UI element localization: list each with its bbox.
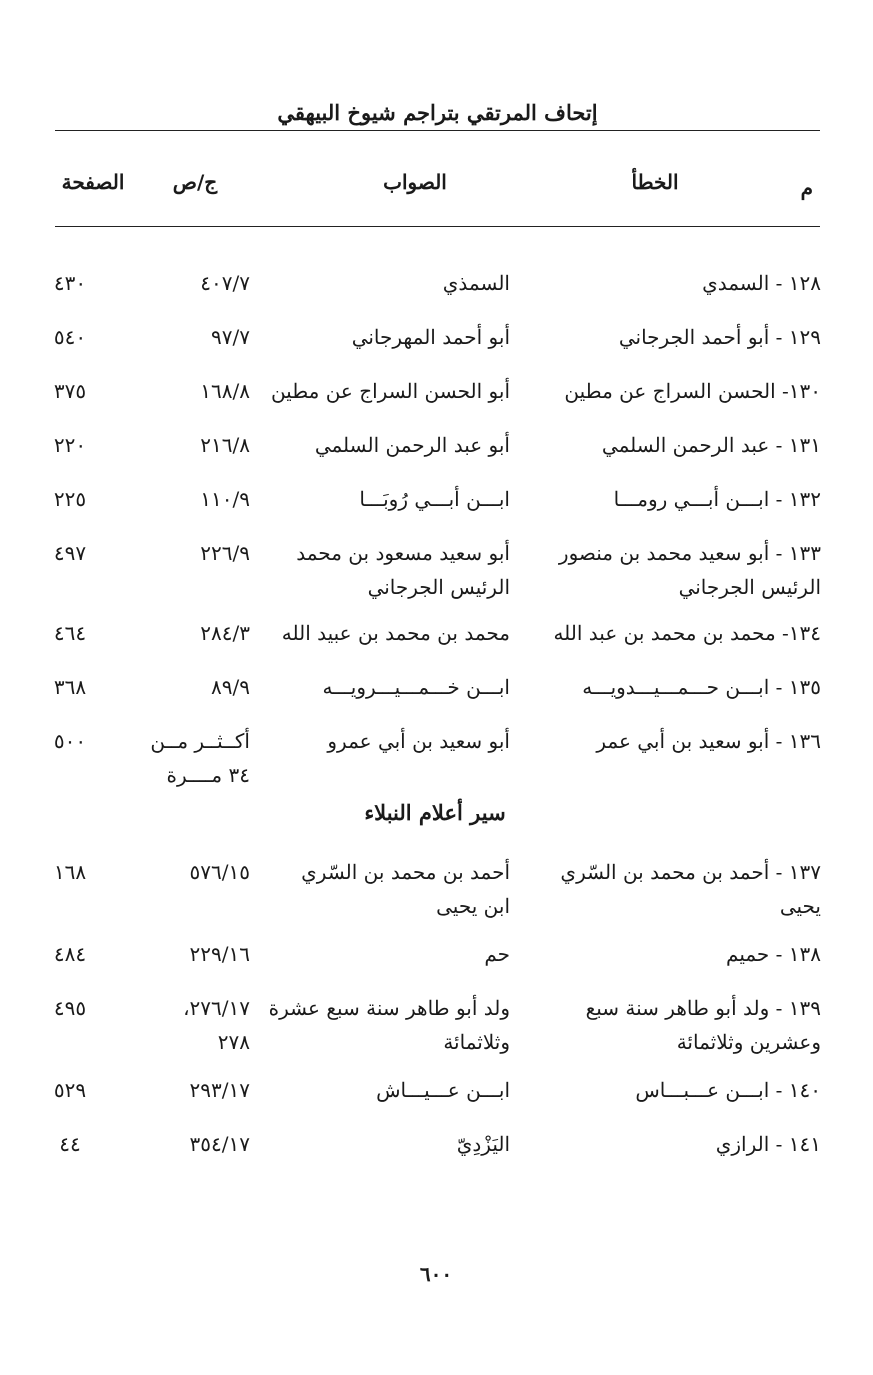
page-cell: ٤٣٠: [53, 271, 87, 295]
correct-cell: [260, 1073, 510, 1107]
error-cell-line: يحيى: [779, 894, 821, 918]
volume-page-cell-line: ٥٧٦/١٥: [189, 860, 250, 884]
correct-cell: [260, 320, 510, 354]
correct-cell: [260, 937, 510, 971]
correct-cell: [260, 616, 510, 650]
error-cell-line: ١٣٧ - أحمد بن محمد بن السّري: [560, 860, 821, 884]
volume-page-cell: [120, 991, 250, 1059]
page-cell: ٥٤٠: [53, 325, 87, 349]
correct-cell-line: اليَزْدِيّ: [456, 1132, 510, 1156]
volume-page-cell: [120, 1073, 250, 1107]
volume-page-cell-line: ٣٤ مــــرة: [166, 763, 250, 787]
error-cell: [521, 374, 821, 408]
volume-page-cell-line: ٨٩/٩: [211, 675, 250, 699]
correct-cell-line: أبو عبد الرحمن السلمي: [314, 433, 510, 457]
correct-cell: [260, 428, 510, 462]
error-cell-line: ١٣٩ - ولد أبو طاهر سنة سبع: [585, 996, 821, 1020]
error-cell: [521, 991, 821, 1059]
section-title: سير أعلام النبلاء: [364, 800, 506, 825]
volume-page-cell-line: ٢٨٤/٣: [200, 621, 250, 645]
volume-page-cell-line: ٢٢٩/١٦: [189, 942, 250, 966]
correct-cell-line: أبو الحسن السراج عن مطين: [270, 379, 510, 403]
correct-cell: [260, 855, 510, 923]
error-cell-line: ١٢٩ - أبو أحمد الجرجاني: [618, 325, 821, 349]
volume-page-cell: [120, 482, 250, 516]
error-cell: [521, 482, 821, 516]
correct-cell: [260, 374, 510, 408]
page-cell: ٤٦٤: [53, 621, 87, 645]
error-cell-line: ١٢٨ - السمدي: [702, 271, 821, 295]
correct-cell-line: أحمد بن محمد بن السّري: [301, 860, 510, 884]
volume-page-cell: [120, 670, 250, 704]
page-cell: ٣٦٨: [53, 675, 87, 699]
running-head: إتحاف المرتقي بتراجم شيوخ البيهقي: [277, 100, 598, 125]
volume-page-cell-line: ٢٧٨: [217, 1030, 250, 1054]
header-error: الخطأ: [631, 170, 679, 194]
volume-page-cell-line: ١٦٨/٨: [200, 379, 250, 403]
page-cell: ٢٢٥: [53, 487, 87, 511]
error-cell: [521, 1127, 821, 1161]
error-cell: [521, 724, 821, 758]
error-cell: [521, 428, 821, 462]
volume-page-cell: [120, 1127, 250, 1161]
volume-page-cell-line: ٢٩٣/١٧: [189, 1078, 250, 1102]
error-cell-line: ١٤٠ - ابـــن عـــبـــاس: [635, 1078, 821, 1102]
header-volume-page: ج/ص: [172, 170, 218, 194]
error-cell-line: ١٣٣ - أبو سعيد محمد بن منصور: [558, 541, 821, 565]
volume-page-cell: [120, 616, 250, 650]
page-cell: ٤٤: [59, 1132, 81, 1156]
error-cell: [521, 616, 821, 650]
error-cell: [521, 937, 821, 971]
header-rule: [55, 226, 820, 227]
correct-cell-line: ابـــن خـــمـــيـــرويـــه: [322, 675, 510, 699]
correct-cell: [260, 991, 510, 1059]
volume-page-cell: [120, 320, 250, 354]
error-cell-line: ١٣٦ - أبو سعيد بن أبي عمر: [596, 729, 821, 753]
header-number: م: [800, 176, 813, 200]
page-cell: ٤٩٥: [53, 996, 87, 1020]
correct-cell: [260, 482, 510, 516]
correct-cell: [260, 724, 510, 758]
volume-page-cell-line: أكــثــر مــن: [150, 729, 250, 753]
page-cell: ٣٧٥: [53, 379, 87, 403]
page-cell: ٤٨٤: [53, 942, 87, 966]
volume-page-cell: [120, 536, 250, 570]
error-cell-line: الرئيس الجرجاني: [678, 575, 821, 599]
correct-cell-line: وثلاثمائة: [443, 1030, 510, 1054]
error-cell: [521, 536, 821, 604]
page-cell: ٢٢٠: [53, 433, 87, 457]
error-cell-line: وعشرين وثلاثمائة: [676, 1030, 821, 1054]
correct-cell-line: أبو سعيد بن أبي عمرو: [327, 729, 510, 753]
correct-cell: [260, 266, 510, 300]
correct-cell-line: أبو سعيد مسعود بن محمد: [296, 541, 510, 565]
error-cell: [521, 266, 821, 300]
volume-page-cell-line: ١١٠/٩: [200, 487, 250, 511]
correct-cell-line: ولد أبو طاهر سنة سبع عشرة: [268, 996, 510, 1020]
error-cell: [521, 670, 821, 704]
correct-cell: [260, 670, 510, 704]
volume-page-cell-line: ٢٢٦/٩: [200, 541, 250, 565]
correct-cell-line: ابـــن عـــيـــاش: [376, 1078, 510, 1102]
page-number: ٦٠٠: [419, 1262, 453, 1286]
page-cell: ٥٠٠: [53, 729, 87, 753]
header-page: الصفحة: [61, 170, 125, 194]
correct-cell-line: محمد بن محمد بن عبيد الله: [281, 621, 510, 645]
correct-cell: [260, 536, 510, 604]
page-cell: ١٦٨: [53, 860, 87, 884]
error-cell-line: ١٣٨ - حميم: [726, 942, 821, 966]
correct-cell-line: ابـــن أبـــي رُوبَـــا: [359, 487, 510, 511]
correct-cell: [260, 1127, 510, 1161]
volume-page-cell-line: ٣٥٤/١٧: [189, 1132, 250, 1156]
page-cell: ٥٢٩: [53, 1078, 87, 1102]
page-cell: ٤٩٧: [53, 541, 87, 565]
volume-page-cell: [120, 937, 250, 971]
error-cell-line: ١٣٤- محمد بن محمد بن عبد الله: [553, 621, 821, 645]
volume-page-cell: [120, 374, 250, 408]
volume-page-cell: [120, 724, 250, 792]
top-rule: [55, 130, 820, 131]
volume-page-cell-line: ٢٧٦/١٧،: [183, 996, 250, 1020]
correct-cell-line: أبو أحمد المهرجاني: [351, 325, 510, 349]
error-cell-line: ١٣٢ - ابـــن أبـــي رومـــا: [613, 487, 821, 511]
correct-cell-line: الرئيس الجرجاني: [367, 575, 510, 599]
error-cell: [521, 1073, 821, 1107]
correct-cell-line: حم: [484, 942, 510, 966]
volume-page-cell-line: ٤٠٧/٧: [200, 271, 250, 295]
error-cell-line: ١٣٠- الحسن السراج عن مطين: [564, 379, 821, 403]
header-correct: الصواب: [383, 170, 447, 194]
error-cell-line: ١٤١ - الرازي: [715, 1132, 821, 1156]
volume-page-cell: [120, 855, 250, 889]
correct-cell-line: السمذي: [442, 271, 510, 295]
volume-page-cell: [120, 266, 250, 300]
volume-page-cell-line: ٩٧/٧: [211, 325, 250, 349]
error-cell-line: ١٣٥ - ابـــن حـــمـــيـــدويـــه: [582, 675, 821, 699]
error-cell: [521, 320, 821, 354]
volume-page-cell-line: ٢١٦/٨: [200, 433, 250, 457]
error-cell-line: ١٣١ - عبد الرحمن السلمي: [601, 433, 821, 457]
error-cell: [521, 855, 821, 923]
volume-page-cell: [120, 428, 250, 462]
correct-cell-line: ابن يحيى: [436, 894, 510, 918]
